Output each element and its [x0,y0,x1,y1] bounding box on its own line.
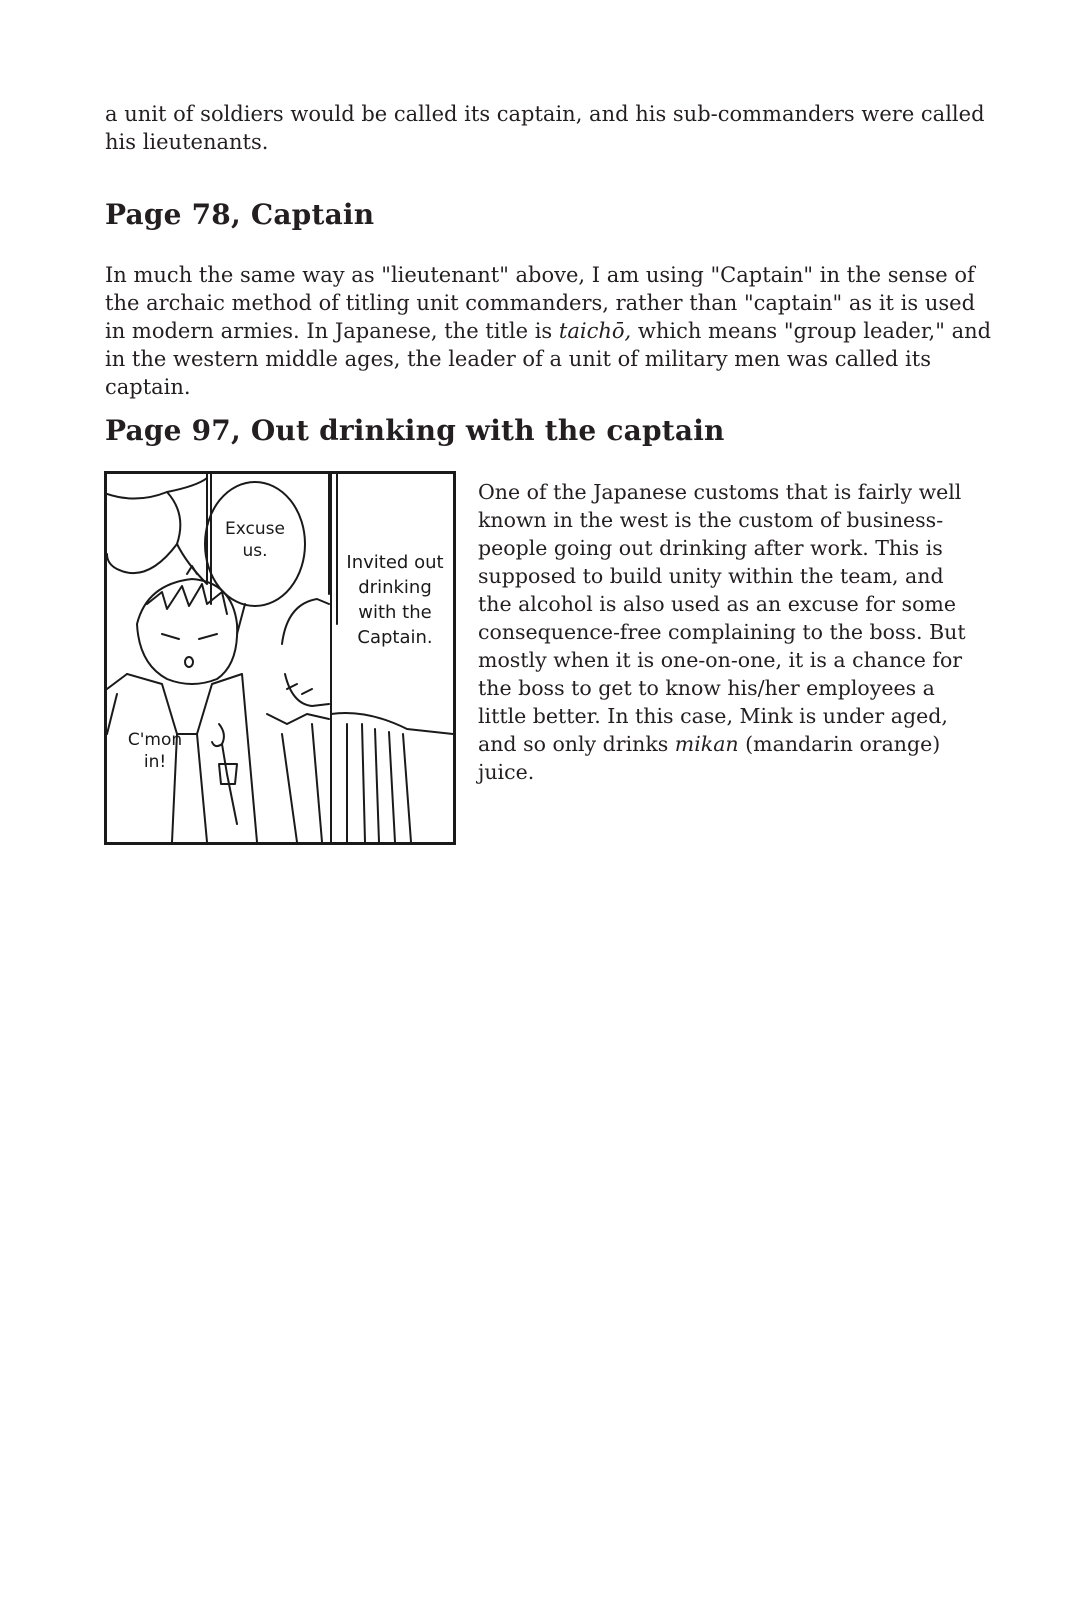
paragraph-captain [105,261,995,401]
character-mouth [185,657,193,667]
paragraph-drinking-text-2: (mandarin orange) juice. [478,732,941,784]
manga-panel [104,471,456,845]
paragraph-captain-text-1: In much the same way as "lieutenant" above, I am using "Captain" in the sense of the archaic method of titling unit commanders, rather than "captain" as it is used in modern armies. In Japanese, the title is [105,263,976,343]
paragraph-drinking [478,478,978,786]
curtain-left [107,492,180,573]
bubble-excuse-text: Excuse us. [225,519,285,561]
cloth-stripes [347,724,411,842]
panel-divider [329,474,331,842]
bubble-cmon-text: C'mon in! [127,730,183,772]
character-hair [147,584,227,614]
second-character-hair [282,599,329,644]
heading-captain: Page 78, Captain [105,198,375,231]
curtain-mid [167,478,207,584]
heading-drinking: Page 97, Out drinking with the captain [105,414,725,447]
paragraph-captain-text-2: which means "group leader," and in the western middle ages, the leader of a unit of military men was called its captain. [105,319,992,399]
paragraph-drinking-italic: mikan [674,732,739,756]
intro-paragraph: a unit of soldiers would be called its captain, and his sub-commanders were called his lieutenants. [105,102,985,154]
paragraph-drinking-text-1: One of the Japanese customs that is fairly well known in the west is the custom of business-people going out drinking after work. This is supposed to build unity within the team, and the alcohol is also used as an excuse for some consequence-free complaining to the boss. But mostly when it is one-on-one, it is a chance for the boss to get to know his/her employees a little better. In this case, Mink is under aged, and so only drinks [478,480,966,756]
caption-invited-text: Invited out drinking with the Captain. [346,552,444,648]
paragraph-captain-italic: taichō, [558,319,632,343]
